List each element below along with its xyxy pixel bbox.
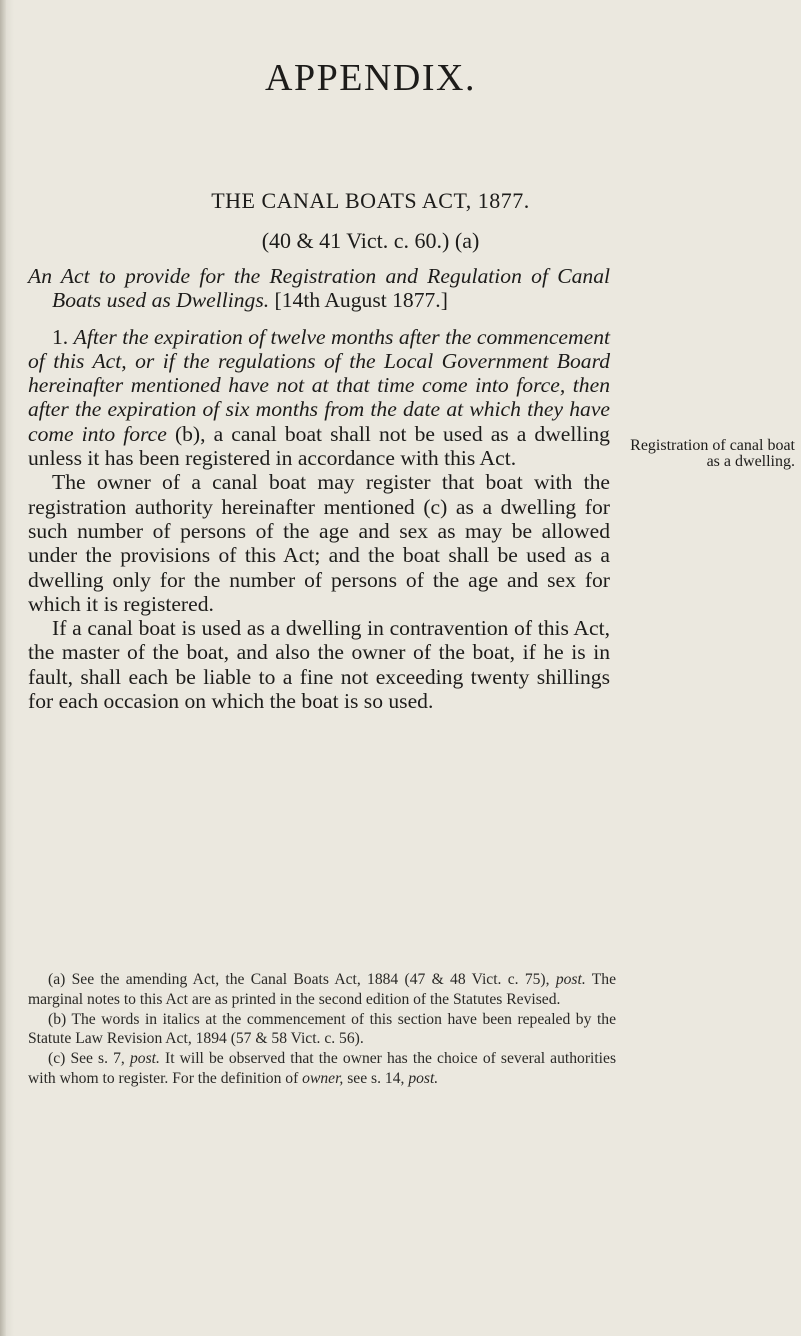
footnote-a bbox=[28, 970, 616, 1010]
act-name: THE CANAL BOATS ACT, 1877. bbox=[211, 188, 530, 213]
long-title-text: An Act to provide for the Registration and Regulation of Canal Boats used as Dwellings. bbox=[28, 264, 610, 313]
long-title bbox=[28, 264, 610, 313]
footnote-mark: (b) bbox=[48, 1010, 67, 1028]
section-1-para-3: If a canal boat is used as a dwelling in contravention of this Act, the master of the boat, and also the owner of the boat, if he is in fault, shall each be liable to a fine not exceeding twenty shillings for each occasion on which the boat is so used. bbox=[28, 616, 610, 714]
footnote-mark: (c) bbox=[48, 1050, 66, 1068]
footnote-post: post. bbox=[555, 971, 586, 988]
act-citation: (40 & 41 Vict. c. 60.) (a) bbox=[261, 228, 480, 253]
marginal-note: Registration of canal boat as a dwelling. bbox=[630, 437, 795, 470]
footnote-text: See the amending Act, the Canal Boats Act, 1884 (47 & 48 Vict. c. 75), bbox=[71, 971, 550, 988]
footnote-text: The marginal notes to this Act are as printed in the second edition of the Statutes Revised. bbox=[28, 971, 616, 1008]
act-body bbox=[28, 264, 610, 713]
appendix-heading: APPENDIX. bbox=[265, 57, 476, 99]
footnote-b bbox=[28, 1010, 616, 1050]
footnote-post: post. bbox=[408, 1069, 439, 1087]
long-title-date: [14th August 1877.] bbox=[274, 288, 448, 313]
footnote-ref-c[interactable]: (c) bbox=[423, 494, 448, 519]
section-number: 1. bbox=[52, 324, 69, 349]
footnotes bbox=[28, 970, 616, 1089]
repealed-italic-words: After the expiration of twelve months after the commencement of this Act, or if the regulations of the Local Government Board hereinafter mentioned have not at that time come into force, then after the expiration of six months from the date at which they have come into force bbox=[28, 324, 610, 446]
section-1-para-2 bbox=[28, 470, 610, 616]
footnote-c bbox=[28, 1049, 616, 1089]
footnote-ref-b[interactable]: (b) bbox=[174, 421, 201, 446]
para-2-text-b: as a dwelling for such number of persons of the age and sex as may be allowed under the provisions of this Act; and the boat shall be used as a dwelling only for the number of persons of the age and sex for which it is registered. bbox=[28, 494, 610, 616]
footnote-text: It will be observed that the owner has the choice of several authorities with whom to register. For the definition of bbox=[28, 1050, 617, 1087]
footnote-mark: (a) bbox=[48, 971, 66, 988]
footnote-post: post. bbox=[129, 1050, 160, 1068]
footnote-text: see s. 14, bbox=[347, 1069, 405, 1087]
para-2-text-a: The owner of a canal boat may register that boat with the registration authority hereinafter mentioned bbox=[28, 470, 610, 519]
footnote-owner-word: owner, bbox=[302, 1069, 344, 1087]
footnote-text: The words in italics at the commencement of this section have been repealed by the Statute Law Revision Act, 1894 (57 & 58 Vict. c. 56). bbox=[28, 1010, 616, 1048]
footnote-text: See s. 7, bbox=[70, 1050, 125, 1068]
section-1-rest: , a canal boat shall not be used as a dwelling unless it has been registered in accordance with this Act. bbox=[28, 421, 610, 471]
section-1-para-1 bbox=[28, 325, 610, 471]
